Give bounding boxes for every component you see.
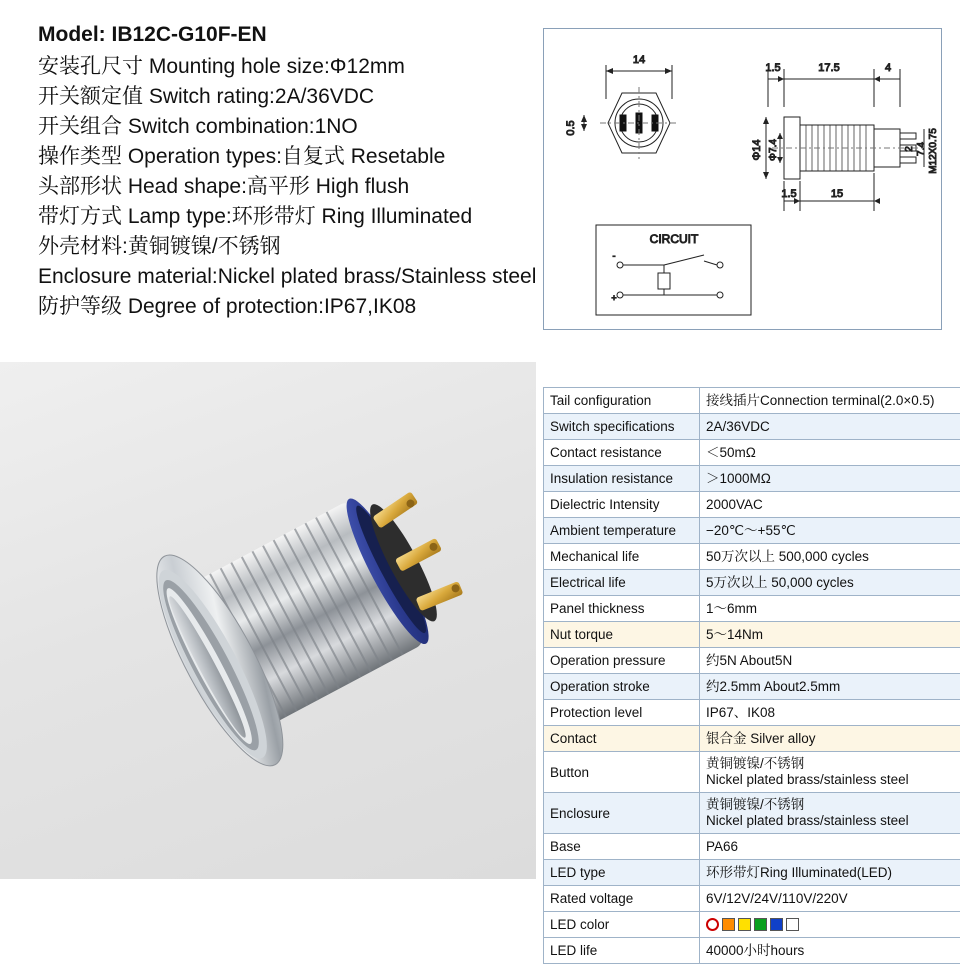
spec-line-degree-of-protection: 防护等级 Degree of protection:IP67,IK08 (38, 292, 540, 322)
table-row (544, 648, 960, 674)
spec-line-enclosure-material-cn: 外壳材料:黄铜镀镍/不锈钢 (38, 232, 540, 262)
spec-line-switch-rating: 开关额定值 Switch rating:2A/36VDC (38, 82, 540, 112)
table-row (544, 388, 960, 414)
row-key: Electrical life (544, 570, 700, 596)
row-key: Mechanical life (544, 544, 700, 570)
dim-diameter-7-4: Φ7.4 (768, 139, 779, 161)
technical-drawing-panel (543, 28, 942, 330)
row-key: Nut torque (544, 622, 700, 648)
row-key: LED type (544, 860, 700, 886)
table-row (544, 492, 960, 518)
table-row (544, 518, 960, 544)
spec-line-switch-combination: 开关组合 Switch combination:1NO (38, 112, 540, 142)
row-value-cn: 黄铜镀镍/不锈钢 (706, 756, 960, 772)
spec-line-lamp-type: 带灯方式 Lamp type:环形带灯 Ring Illuminated (38, 202, 540, 232)
technical-drawing-svg (544, 29, 941, 329)
table-row-led-color (544, 912, 960, 938)
specification-table (543, 387, 943, 964)
row-value: 50万次以上 500,000 cycles (700, 544, 960, 570)
table-row (544, 622, 960, 648)
table-row (544, 860, 960, 886)
svg-text:-: - (613, 251, 616, 261)
row-value: PA66 (700, 834, 960, 860)
table-row (544, 700, 960, 726)
row-key: Dielectric Intensity (544, 492, 700, 518)
dim-front-width: 14 (633, 54, 645, 66)
led-swatch-blue (770, 918, 783, 931)
table-row (544, 938, 960, 964)
row-key: Insulation resistance (544, 466, 700, 492)
row-key: Ambient temperature (544, 518, 700, 544)
row-value (700, 793, 960, 834)
row-value: 接线插片Connection terminal(2.0×0.5) (700, 388, 960, 414)
row-key: Base (544, 834, 700, 860)
table-row (544, 570, 960, 596)
table-row (544, 752, 960, 793)
row-value: IP67、IK08 (700, 700, 960, 726)
spec-line-enclosure-material-en: Enclosure material:Nickel plated brass/Stainless steel (38, 262, 540, 292)
table-row (544, 793, 960, 834)
circuit-label: CIRCUIT (650, 232, 699, 246)
dim-side-c: 4 (885, 62, 891, 74)
row-value: 1～6mm (700, 596, 960, 622)
row-value: 环形带灯Ring Illuminated(LED) (700, 860, 960, 886)
led-swatch-red-ring (706, 918, 719, 931)
row-key: Operation pressure (544, 648, 700, 674)
table-row (544, 466, 960, 492)
product-spec-text (0, 0, 540, 322)
row-key: LED life (544, 938, 700, 964)
swatch-list (706, 917, 960, 932)
dim-diameter-14: Φ14 (751, 139, 763, 160)
row-key: Operation stroke (544, 674, 700, 700)
row-key: Contact resistance (544, 440, 700, 466)
row-key: LED color (544, 912, 700, 938)
table-row (544, 440, 960, 466)
dim-side-bottom-left: 1.5 (781, 188, 796, 200)
row-key: Enclosure (544, 793, 700, 834)
row-key: Tail configuration (544, 388, 700, 414)
row-key: Contact (544, 726, 700, 752)
row-value (700, 752, 960, 793)
row-value-cn: 黄铜镀镍/不锈钢 (706, 797, 960, 813)
row-value: 银合金 Silver alloy (700, 726, 960, 752)
row-value: 5～14Nm (700, 622, 960, 648)
svg-text:+: + (611, 293, 616, 303)
product-photo (0, 362, 536, 879)
table-row (544, 834, 960, 860)
spec-line-mounting-hole: 安装孔尺寸 Mounting hole size:Φ12mm (38, 52, 540, 82)
row-key: Panel thickness (544, 596, 700, 622)
row-value-en: Nickel plated brass/stainless steel (706, 772, 960, 788)
table-row (544, 886, 960, 912)
row-key: Button (544, 752, 700, 793)
table-row (544, 674, 960, 700)
row-value: −20℃～+55℃ (700, 518, 960, 544)
dim-right-7-4: 7.4 (916, 142, 927, 156)
spec-line-operation-types: 操作类型 Operation types:自复式 Resetable (38, 142, 540, 172)
row-key: Protection level (544, 700, 700, 726)
row-value-en: Nickel plated brass/stainless steel (706, 813, 960, 829)
row-value: ＜50mΩ (700, 440, 960, 466)
table-row (544, 414, 960, 440)
dim-front-slot: 0.5 (565, 120, 577, 135)
row-value: ＞1000MΩ (700, 466, 960, 492)
led-swatch-yellow (738, 918, 751, 931)
spec-line-model: Model: IB12C-G10F-EN (38, 20, 540, 50)
row-value: 约5N About5N (700, 648, 960, 674)
led-color-swatches (700, 912, 960, 938)
row-value: 5万次以上 50,000 cycles (700, 570, 960, 596)
row-key: Rated voltage (544, 886, 700, 912)
table-row (544, 596, 960, 622)
dim-thread: M12X0.75 (928, 128, 939, 174)
row-key: Switch specifications (544, 414, 700, 440)
table-row (544, 726, 960, 752)
dim-side-a: 1.5 (765, 62, 780, 74)
dim-right-2: 2 (904, 146, 915, 152)
led-swatch-green (754, 918, 767, 931)
dim-side-b: 17.5 (818, 62, 839, 74)
row-value: 2000VAC (700, 492, 960, 518)
row-value: 6V/12V/24V/110V/220V (700, 886, 960, 912)
row-value: 约2.5mm About2.5mm (700, 674, 960, 700)
product-photo-illustration (60, 392, 520, 852)
row-value: 2A/36VDC (700, 414, 960, 440)
row-value: 40000小时hours (700, 938, 960, 964)
table-row (544, 544, 960, 570)
dim-side-bottom-mid: 15 (831, 188, 843, 200)
spec-line-head-shape: 头部形状 Head shape:高平形 High flush (38, 172, 540, 202)
led-swatch-orange (722, 918, 735, 931)
led-swatch-white (786, 918, 799, 931)
